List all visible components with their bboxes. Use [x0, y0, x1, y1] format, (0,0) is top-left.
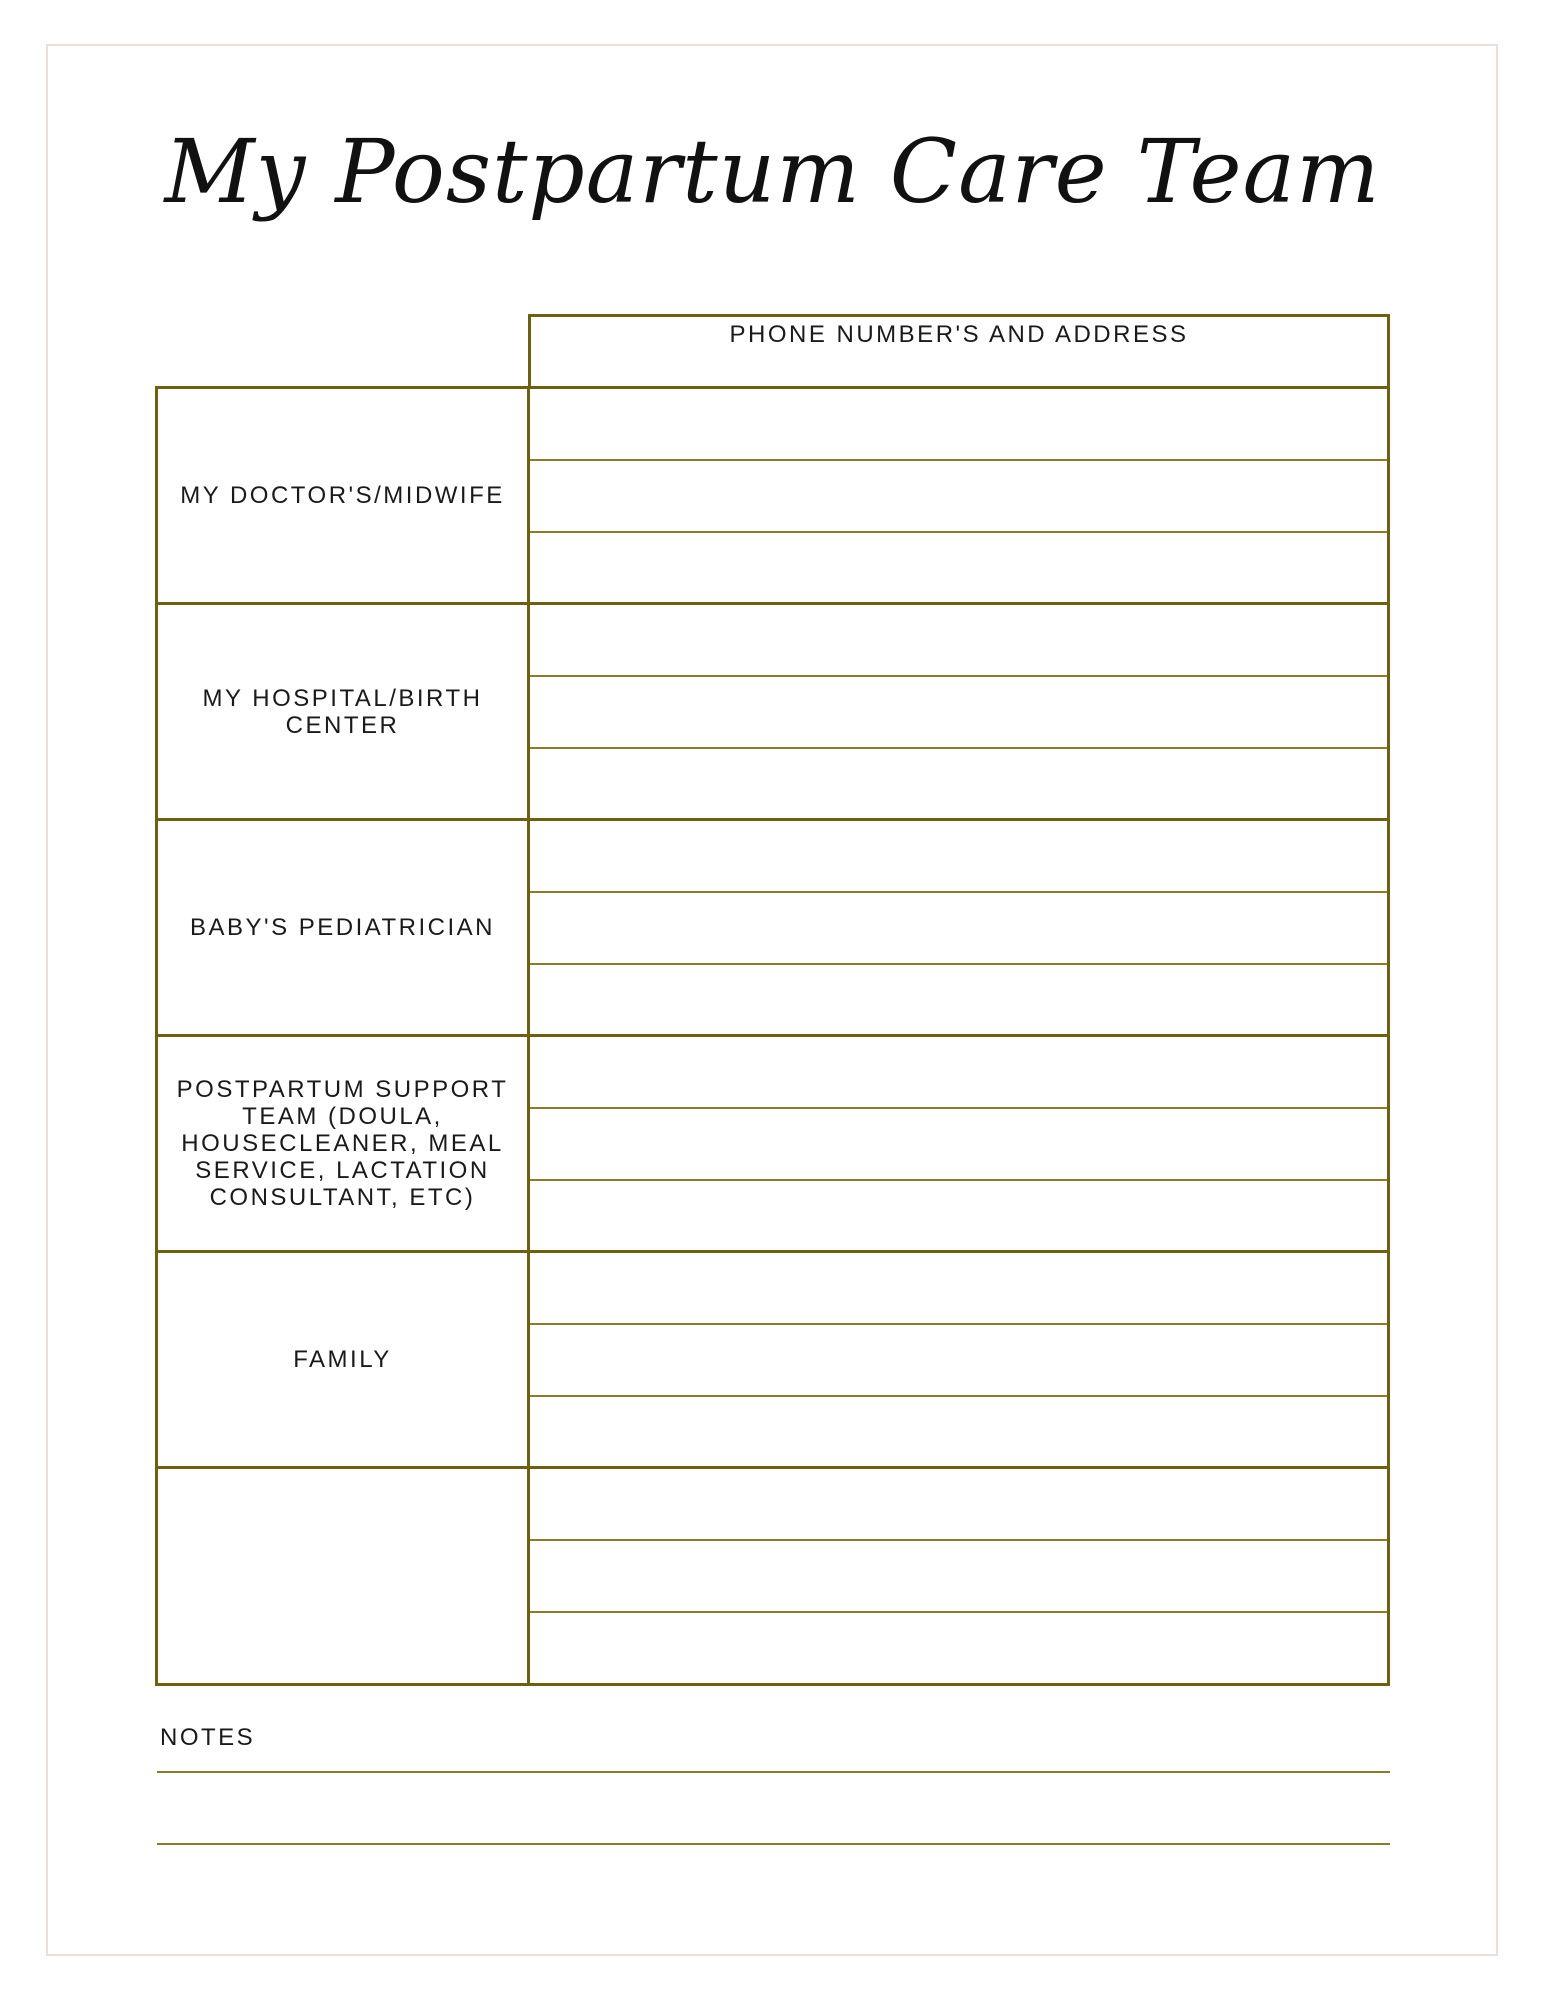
contact-line[interactable] — [530, 821, 1387, 893]
row-label-cell — [158, 821, 530, 1034]
table-row — [158, 1253, 1387, 1469]
contact-line[interactable] — [530, 1181, 1387, 1253]
row-label: MY HOSPITAL/BIRTH CENTER — [202, 684, 483, 739]
table-row — [158, 821, 1387, 1037]
contact-line[interactable] — [530, 1325, 1387, 1397]
row-label: POSTPARTUM SUPPORT TEAM (DOULA, HOUSECLEANER, MEAL SERVICE, LACTATION CONSULTANT, ETC) — [176, 1076, 509, 1211]
care-team-table — [155, 386, 1390, 1686]
column-header-label: PHONE NUMBER'S AND ADDRESS — [729, 321, 1189, 348]
contact-line[interactable] — [530, 965, 1387, 1037]
notes-label: NOTES — [160, 1724, 256, 1751]
notes-line[interactable] — [157, 1843, 1390, 1845]
contact-line[interactable] — [530, 1037, 1387, 1109]
table-row — [158, 1037, 1387, 1253]
contact-line[interactable] — [530, 1109, 1387, 1181]
contact-line[interactable] — [530, 1613, 1387, 1685]
row-label-cell — [158, 1037, 530, 1250]
page-title: My Postpartum Care Team — [164, 120, 1381, 223]
row-label-cell[interactable] — [158, 1469, 530, 1685]
contact-line[interactable] — [530, 893, 1387, 965]
row-label-cell — [158, 605, 530, 818]
row-label: FAMILY — [293, 1346, 392, 1373]
contact-line[interactable] — [530, 389, 1387, 461]
row-label: BABY'S PEDIATRICIAN — [189, 914, 496, 941]
row-label: MY DOCTOR'S/MIDWIFE — [180, 482, 505, 509]
contact-line[interactable] — [530, 1541, 1387, 1613]
table-row — [158, 605, 1387, 821]
column-header-contact — [528, 314, 1390, 388]
contact-line[interactable] — [530, 533, 1387, 605]
notes-line[interactable] — [157, 1771, 1390, 1773]
contact-line[interactable] — [530, 677, 1387, 749]
contact-line[interactable] — [530, 1469, 1387, 1541]
contact-line[interactable] — [530, 749, 1387, 821]
table-row — [158, 1469, 1387, 1685]
contact-line[interactable] — [530, 1253, 1387, 1325]
row-label-cell — [158, 389, 530, 602]
contact-line[interactable] — [530, 605, 1387, 677]
row-label-cell — [158, 1253, 530, 1466]
table-row — [158, 389, 1387, 605]
contact-line[interactable] — [530, 1397, 1387, 1469]
contact-line[interactable] — [530, 461, 1387, 533]
